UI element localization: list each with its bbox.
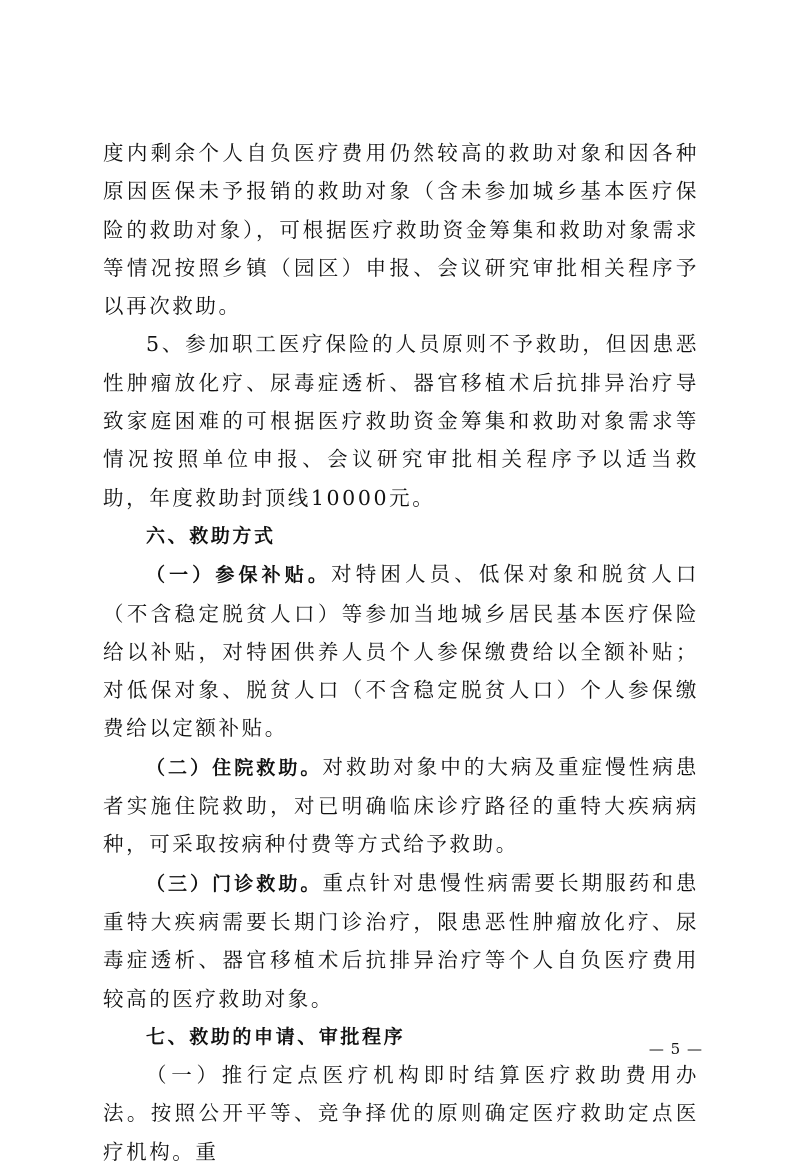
document-body (103, 134, 699, 1171)
paragraph-item-5: 5、参加职工医疗保险的人员原则不予救助，但因患恶性肿瘤放化疗、尿毒症透析、器官移植术后抗排异治疗导致家庭困难的可根据医疗救助资金筹集和救助对象需求等情况按照单位申报、会议研究审批相关程序予以适当救助，年度救助封顶线10000元。 (103, 332, 699, 510)
subsection-title: （一）参保补贴。 (146, 564, 332, 587)
paragraph-continued: 度内剩余个人自负医疗费用仍然较高的救助对象和因各种原因医保未予报销的救助对象（含未参加城乡基本医疗保险的救助对象），可根据医疗救助资金筹集和救助对象需求等情况按照乡镇（园区）申报、会议研究审批相关程序予以再次救助。 (103, 141, 699, 319)
paragraph-procedure-1: （一）推行定点医疗机构即时结算医疗救助费用办法。按照公开平等、竞争择优的原则确定医疗救助定点医疗机构。重 (103, 1063, 699, 1164)
subsection-text: 对特困人员、低保对象和脱贫人口（不含稳定脱贫人口）等参加当地城乡居民基本医疗保险给以补贴，对特困供养人员个人参保缴费给以全额补贴；对低保对象、脱贫人口（不含稳定脱贫人口）个人参保缴费给以定额补贴。 (103, 562, 699, 741)
subsection-text: 对救助对象中的大病及重症慢性病患者实施住院救助，对已明确临床诊疗路径的重特大疾病病种，可采取按病种付费等方式给予救助。 (103, 754, 699, 857)
page-number: — 5 — (648, 1040, 703, 1058)
subsection-insurance-subsidy (103, 555, 699, 747)
subsection-outpatient-aid (103, 864, 699, 1018)
section-heading-7: 七、救助的申请、审批程序 (146, 1025, 406, 1048)
subsection-title: （二）住院救助。 (146, 756, 323, 779)
subsection-title: （三）门诊救助。 (146, 872, 323, 895)
subsection-inpatient-aid (103, 748, 699, 864)
subsection-text: 重点针对患慢性病需要长期服药和患重特大疾病需要长期门诊治疗，限患恶性肿瘤放化疗、尿毒症透析、器官移植术后抗排异治疗等个人自负医疗费用较高的医疗救助对象。 (103, 870, 699, 1011)
section-heading-6: 六、救助方式 (146, 524, 276, 547)
